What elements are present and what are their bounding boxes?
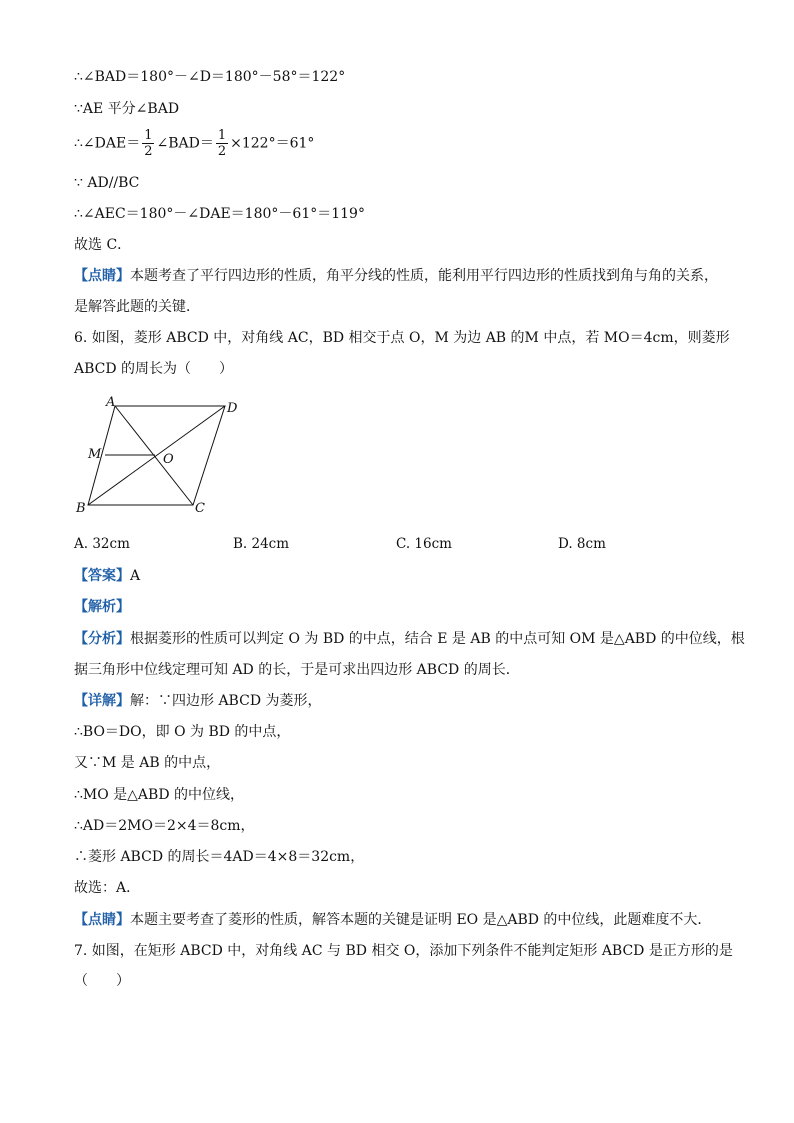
option-b: B. 24cm [233, 536, 290, 552]
l3-part-c: ×122°＝61° [230, 135, 315, 152]
label-c: C [195, 501, 205, 516]
question-6-line-1: 6. 如图，菱形 ABCD 中，对角线 AC，BD 相交于点 O，M 为边 AB 的M 中点，若 MO＝4cm，则菱形 [74, 330, 730, 346]
detail-line-7: 故选：A． [74, 880, 141, 896]
question-7-line-1: 7. 如图，在矩形 ABCD 中，对角线 AC 与 BD 相交 O，添加下列条件不能判定矩形 ABCD 是正方形的是 [74, 943, 733, 959]
detail-tag: 【详解】 [74, 693, 130, 709]
option-a: A. 32cm [74, 536, 130, 552]
fenxi-line-2: 据三角形中位线定理可知 AD 的长，于是可求出四边形 ABCD 的周长． [74, 662, 520, 678]
detail-line-4: ∴MO 是△ABD 的中位线， [74, 787, 245, 803]
solution-line-1: ∴∠BAD＝180°－∠D＝180°－58°＝122° [74, 69, 346, 85]
solution-line-4: ∵ AD//BC [74, 175, 140, 191]
detail-line-3: 又∵M 是 AB 的中点， [74, 755, 221, 771]
fraction-half-1: $\frac{1}{2}$ [144, 128, 153, 159]
detail-line-5: ∴AD＝2MO＝2×4＝8cm， [74, 818, 255, 834]
label-d: D [227, 401, 238, 416]
label-b: B [76, 501, 86, 516]
analysis-heading: 【解析】 [74, 599, 130, 615]
comment-2-line: 【点睛】本题主要考查了菱形的性质，解答本题的关键是证明 EO 是△ABD 的中位线，此题难度不大． [74, 912, 712, 928]
answer-line: 【答案】A [74, 568, 141, 584]
solution-line-6: 故选 C． [74, 237, 132, 253]
comment-2-tag: 【点睛】 [74, 912, 130, 928]
rhombus-figure [74, 392, 254, 522]
option-d: D. 8cm [558, 536, 606, 552]
label-o: O [163, 452, 174, 467]
question-6-line-2: ABCD 的周长为（ ） [74, 361, 234, 377]
solution-line-5: ∴∠AEC＝180°－∠DAE＝180°－61°＝119° [74, 206, 365, 222]
detail-line-6: ∴菱形 ABCD 的周长＝4AD＝4×8＝32cm， [74, 849, 365, 865]
option-c: C. 16cm [396, 536, 452, 552]
question-7-line-2: （ ） [74, 973, 130, 989]
answer-tag: 【答案】 [74, 568, 130, 584]
detail-line-1: 【详解】解：∵四边形 ABCD 为菱形， [74, 693, 322, 709]
detail-line-2: ∴BO＝DO，即 O 为 BD 的中点， [74, 724, 291, 740]
l3-part-a: ∴∠DAE＝ [74, 135, 141, 152]
comment-line-1: 【点睛】本题考查了平行四边形的性质，角平分线的性质，能利用平行四边形的性质找到角与角的关系， [74, 268, 718, 284]
fraction-half-2: $\frac{1}{2}$ [217, 128, 227, 159]
solution-line-3 [74, 128, 314, 159]
l3-part-b: ∠BAD＝ [156, 135, 214, 152]
fenxi-tag: 【分析】 [74, 631, 130, 647]
solution-line-2: ∵AE 平分∠BAD [74, 101, 180, 117]
comment-tag: 【点睛】 [74, 268, 130, 284]
fenxi-line-1: 【分析】根据菱形的性质可以判定 O 为 BD 的中点，结合 E 是 AB 的中点可知 OM 是△ABD 的中位线，根 [74, 631, 745, 647]
comment-line-2: 是解答此题的关键． [74, 299, 200, 315]
label-m: M [88, 447, 102, 462]
label-a: A [106, 395, 116, 410]
